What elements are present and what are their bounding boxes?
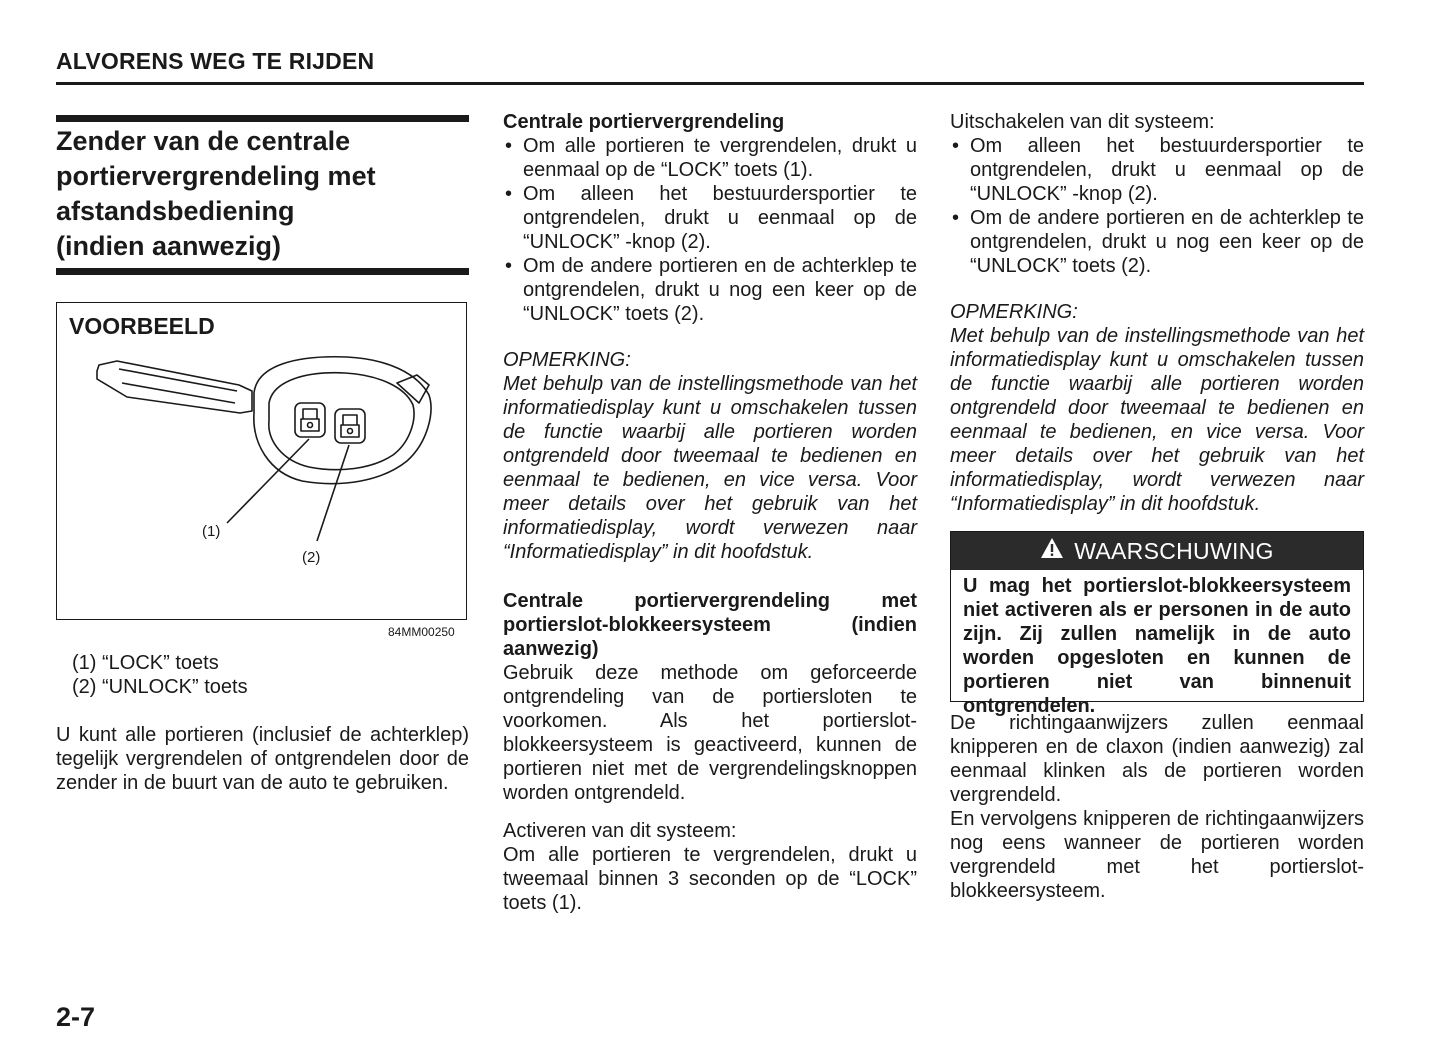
signal-paragraph: De richtingaanwijzers zullen eenmaal knipperen en de claxon (indien aanwezig) zal eenmaal klinken als de portieren worden vergrendeld. [950,712,1364,806]
heading-central-locking: Centrale portiervergrendeling [503,111,785,133]
running-header: ALVORENS WEG TE RIJDEN [56,48,375,74]
legend-item: (2) “UNLOCK” toets [72,676,248,698]
list-item: • Om alleen het bestuurdersportier te ontgrendelen, drukt u eenmaal op de “UNLOCK” -knop (2). [503,182,917,254]
legend-item: (1) “LOCK” toets [72,652,219,674]
warning-title: WAARSCHUWING [1074,537,1274,564]
page-number: 2-7 [56,1002,96,1032]
column-3-top [950,110,1364,516]
deactivate-label: Uitschakelen van dit systeem: [950,111,1215,133]
heading-deadlock: Centrale portiervergrendeling met portierslot-blokkeersysteem (indien aanwezig) [503,590,917,660]
warning-header [951,532,1363,570]
intro-paragraph: U kunt alle portieren (inclusief de achterklep) tegelijk vergrendelen of ontgrendelen door de zender in de buurt van de auto te gebruiken. [56,724,469,794]
key-figure [56,302,467,620]
column-3-bottom [950,711,1364,903]
deadlock-paragraph: Gebruik deze methode om geforceerde ontgrendeling van de portiersloten te voorkomen. Als het portierslot-blokkeersysteem is geactiveerd, kunnen de portieren niet met de vergrendelingsknoppen worden ontgrendeld. [503,662,917,804]
figure-title: VOORBEELD [69,313,215,339]
intro-paragraph-block [56,723,469,795]
section-bottom-bar [56,268,469,275]
section-top-bar [56,115,469,122]
header-rule [56,82,1364,85]
note-label: OPMERKING: [950,301,1078,323]
activate-text: Om alle portieren te vergrendelen, drukt u tweemaal binnen 3 seconden op de “LOCK” toets (1). [503,844,917,914]
section-title-line: Zender van de centrale [56,126,351,156]
central-locking-list [503,134,917,326]
note-label: OPMERKING: [503,349,631,371]
callout-label-1: (1) [202,523,221,540]
deactivate-list [950,134,1364,278]
list-item: • Om alle portieren te vergrendelen, drukt u eenmaal op de “LOCK” toets (1). [503,134,917,182]
note-text: Met behulp van de instellingsmethode van het informatiedisplay kunt u omschakelen tussen de functie waarbij alle portieren worden ontgrendeld door tweemaal te bedienen en eenmaal te bedienen, en vice versa. Voor meer details over het gebruik van het informatiedisplay, wordt verwezen naar “Informatiedisplay” in dit hoofdstuk. [950,325,1364,515]
warning-box [950,531,1364,717]
section-title [56,124,469,264]
note-text: Met behulp van de instellingsmethode van het informatiedisplay kunt u omschakelen tussen de functie waarbij alle portieren worden ontgrendeld door tweemaal te bedienen en eenmaal te bedienen, en vice versa. Voor meer details over het gebruik van het informatiedisplay, wordt verwezen naar “Informatiedisplay” in dit hoofdstuk. [503,373,917,563]
warning-triangle-icon [1040,537,1064,565]
section-title-line: afstandsbediening [56,196,295,226]
list-item: • Om de andere portieren en de achterklep te ontgrendelen, drukt u nog een keer op de “UNLOCK” toets (2). [950,206,1364,278]
figure-code: 84MM00250 [388,625,455,639]
section-title-line: (indien aanwezig) [56,231,282,261]
figure-legend [72,651,248,699]
remote-key-illustration [57,303,468,621]
callout-label-2: (2) [302,549,321,566]
signal-paragraph: En vervolgens knipperen de richtingaanwijzers nog eens wanneer de portieren worden vergrendeld met het portierslot-blokkeersysteem. [950,808,1364,902]
activate-label: Activeren van dit systeem: [503,820,737,842]
list-item: • Om de andere portieren en de achterklep te ontgrendelen, drukt u nog een keer op de “UNLOCK” toets (2). [503,254,917,326]
list-item: • Om alleen het bestuurdersportier te ontgrendelen, drukt u eenmaal op de “UNLOCK” -knop (2). [950,134,1364,206]
section-title-line: portiervergrendeling met [56,161,376,191]
column-2 [503,110,917,915]
warning-text: U mag het portierslot-blokkeersysteem niet activeren als er personen in de auto zijn. Zij zullen namelijk in de auto worden opgesloten en kunnen de portieren niet van binnenuit ontgrendelen. [963,575,1351,717]
